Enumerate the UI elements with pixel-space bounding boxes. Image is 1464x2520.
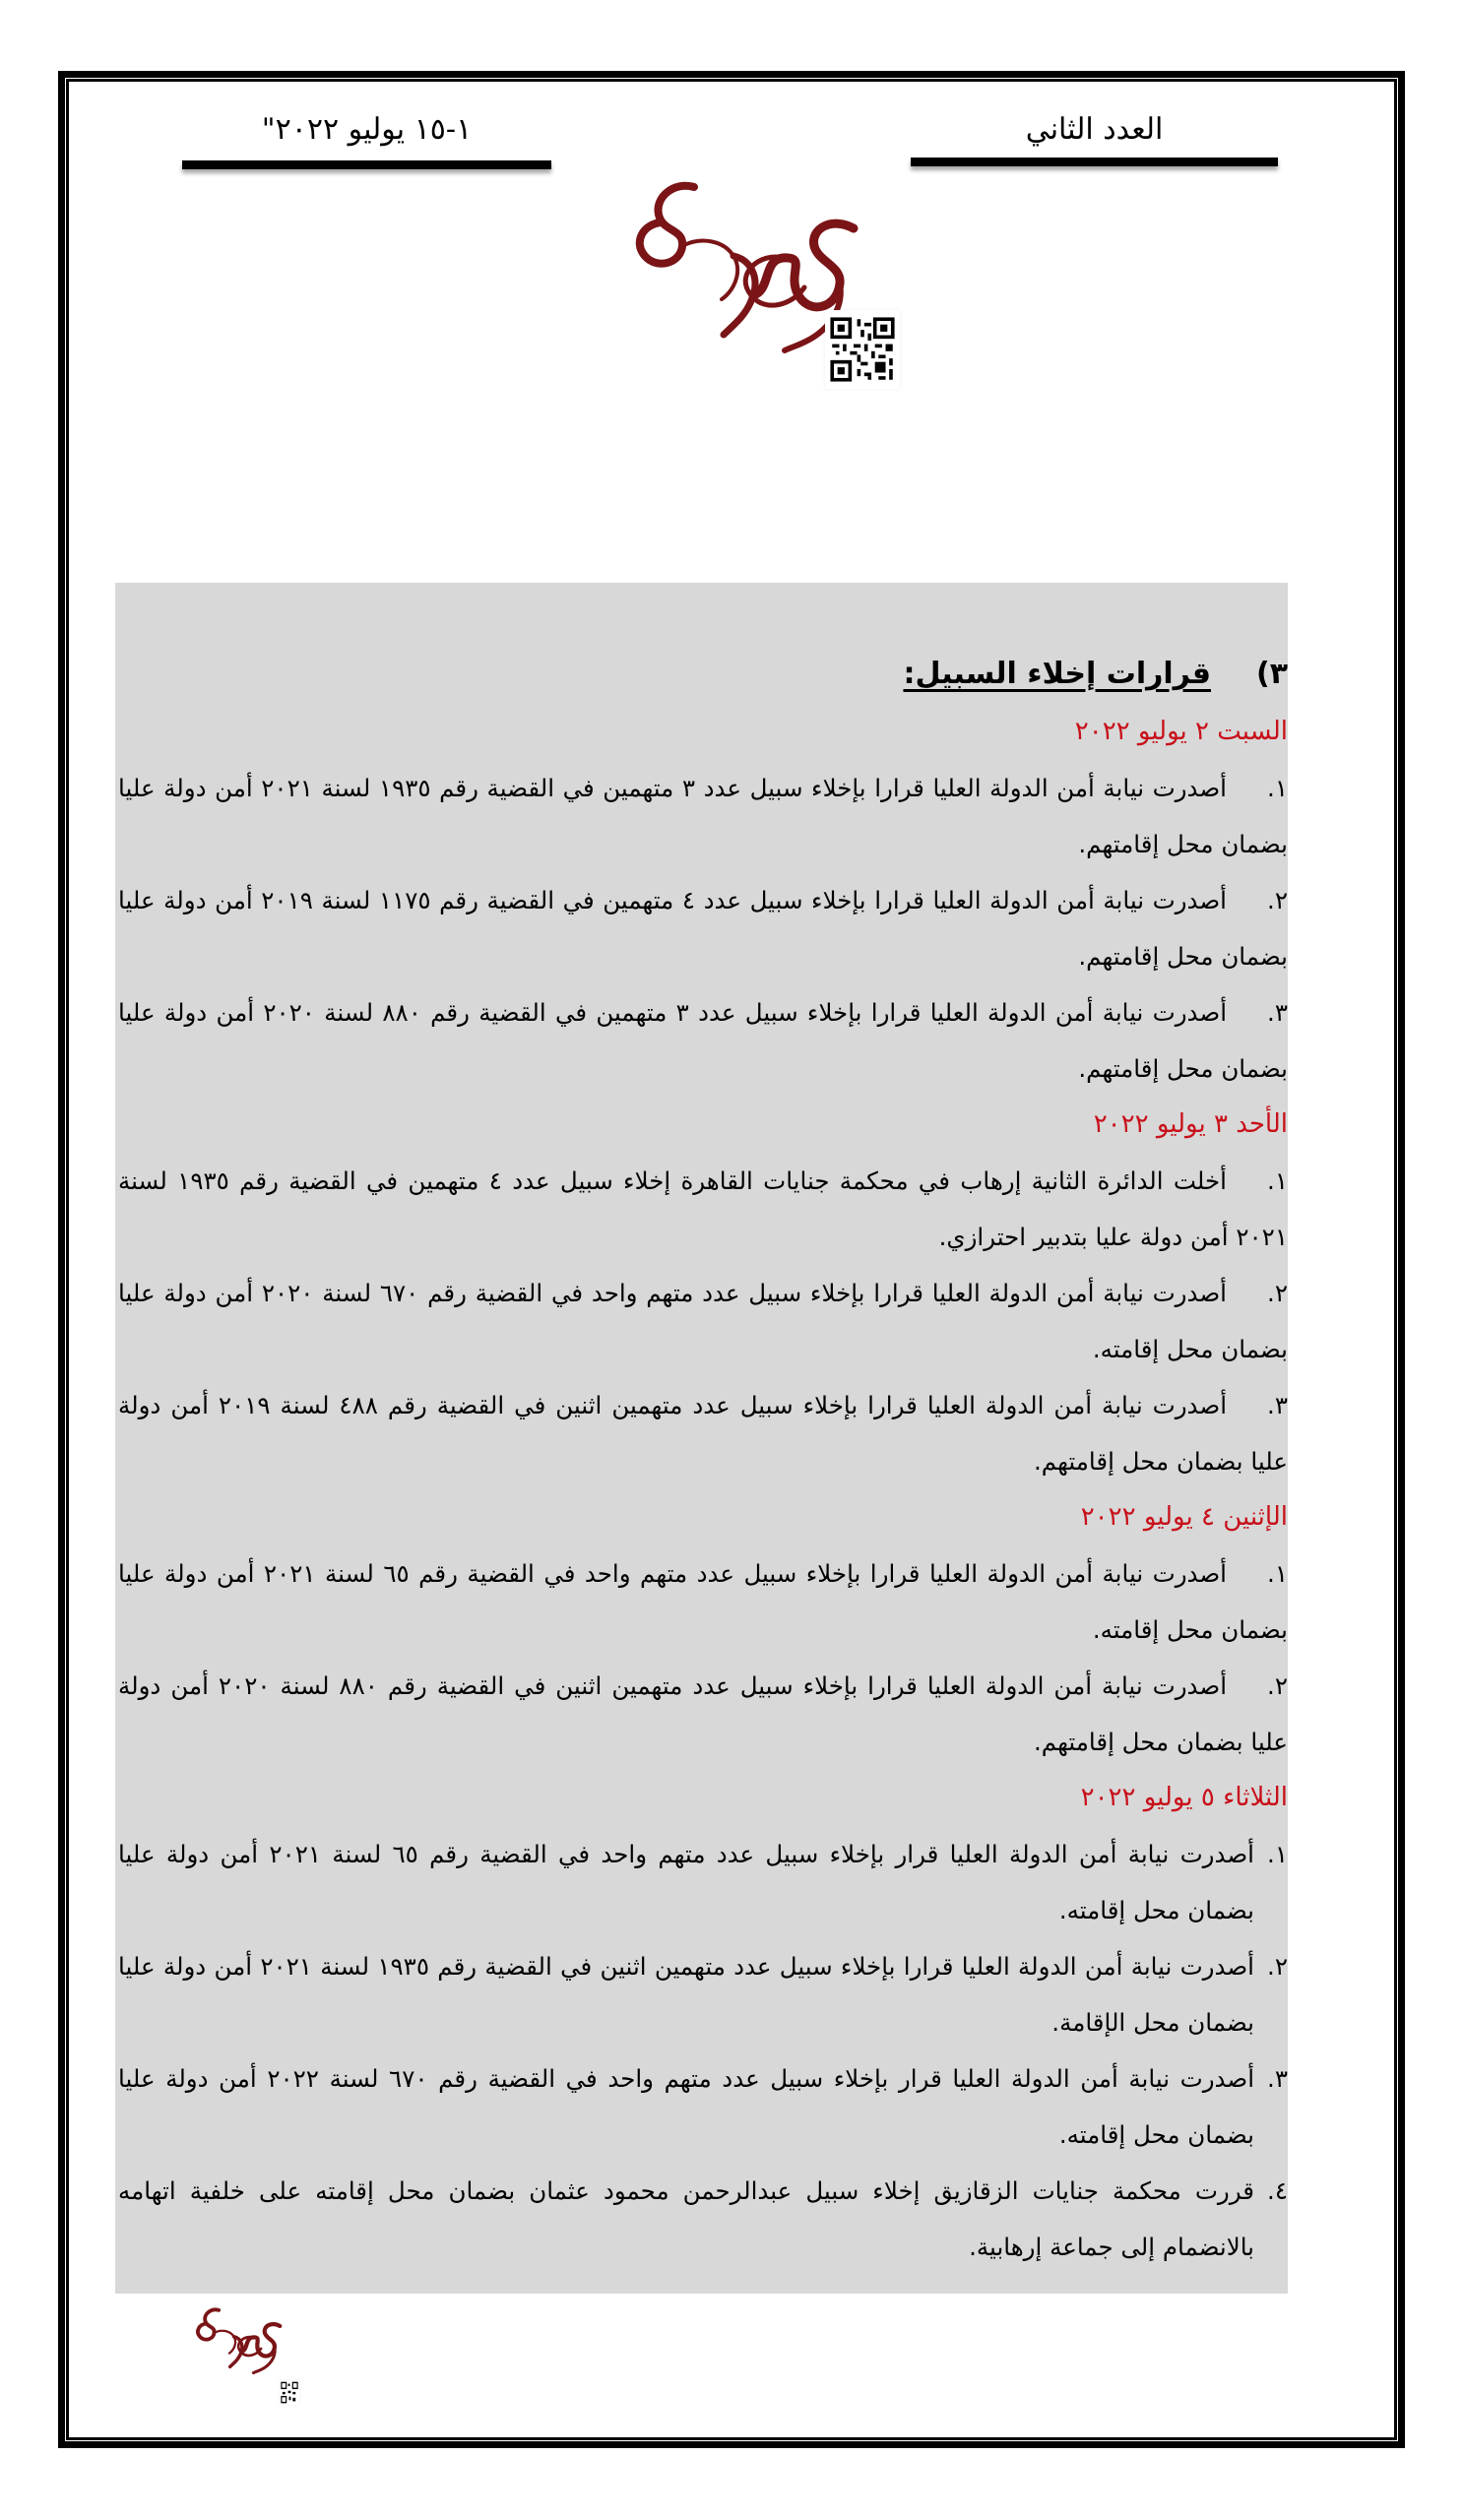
list-item: [118, 872, 1288, 984]
day-heading: السبت ٢ يوليو ٢٠٢٢: [1074, 717, 1288, 746]
section-heading: [118, 645, 1288, 704]
day-heading: الثلاثاء ٥ يوليو ٢٠٢٢: [1080, 1783, 1288, 1812]
list-item: [118, 1826, 1288, 1938]
list-item: [118, 1658, 1288, 1770]
section-title: قرارات إخلاء السبيل:: [903, 657, 1211, 691]
item-text: أصدرت نيابة أمن الدولة العليا قرارا بإخلاء سبيل عدد متهمين اثنين في القضية رقم ٤٨٨ لسنة ٢٠١٩ أمن دولة عليا بضمان محل إقامتهم.: [118, 1391, 1288, 1476]
list-item: [118, 760, 1288, 872]
item-text: أصدرت نيابة أمن الدولة العليا قرارا بإخلاء سبيل عدد ٣ متهمين في القضية رقم ١٩٣٥ لسنة ٢٠٢١ أمن دولة عليا بضمان محل إقامتهم.: [118, 774, 1288, 858]
day-heading: الإثنين ٤ يوليو ٢٠٢٢: [1080, 1502, 1288, 1532]
list-item: [118, 984, 1288, 1097]
item-text: أصدرت نيابة أمن الدولة العليا قرارا بإخلاء سبيل عدد متهم واحد في القضية رقم ٦٧٠ لسنة ٢٠٢٠ أمن دولة عليا بضمان محل إقامته.: [118, 1279, 1288, 1363]
item-number: ٢.: [1267, 1279, 1288, 1307]
item-text: أصدرت نيابة أمن الدولة العليا قرارا بإخلاء سبيل عدد متهم واحد في القضية رقم ٦٥ لسنة ٢٠٢١ أمن دولة عليا بضمان محل إقامته.: [118, 1559, 1288, 1644]
item-number: ٣.: [1267, 2064, 1288, 2093]
item-number: ٤.: [1267, 2176, 1288, 2205]
item-number: ٢.: [1267, 886, 1288, 914]
item-text: أصدرت نيابة أمن الدولة العليا قرار بإخلاء سبيل عدد متهم واحد في القضية رقم ٦٥ لسنة ٢٠٢١ أمن دولة عليا بضمان محل إقامته.: [118, 1840, 1254, 1924]
list-item: [118, 1153, 1288, 1265]
issue-underline: [911, 158, 1278, 166]
issue-label: العدد الثاني: [1025, 112, 1164, 147]
item-text: أصدرت نيابة أمن الدولة العليا قرار بإخلاء سبيل عدد متهم واحد في القضية رقم ٦٧٠ لسنة ٢٠٢٢ أمن دولة عليا بضمان محل إقامته.: [118, 2064, 1255, 2149]
list-item: [118, 2163, 1288, 2275]
list-item: [118, 1545, 1288, 1658]
item-number: ٢.: [1267, 1952, 1288, 1981]
item-number: ٢.: [1267, 1671, 1289, 1700]
article-content: [118, 645, 1288, 2275]
item-number: ١.: [1267, 1166, 1288, 1195]
item-text: قررت محكمة جنايات الزقازيق إخلاء سبيل عبدالرحمن محمود عثمان بضمان محل إقامته على خلفية اتهامه بالانضمام إلى جماعة إرهابية.: [118, 2176, 1254, 2261]
item-number: ١.: [1267, 1559, 1288, 1588]
footer-qr-code: [280, 2380, 299, 2405]
list-item: [118, 1377, 1288, 1489]
footer-brand-logo: [177, 2299, 290, 2382]
item-text: أصدرت نيابة أمن الدولة العليا قرارا بإخلاء سبيل عدد ٤ متهمين في القضية رقم ١١٧٥ لسنة ٢٠١٩ أمن دولة عليا بضمان محل إقامتهم.: [118, 886, 1288, 971]
day-heading: الأحد ٣ يوليو ٢٠٢٢: [1093, 1109, 1288, 1139]
footer-qr-code-pattern: [280, 2380, 299, 2405]
item-number: ١.: [1267, 1840, 1288, 1868]
item-text: أخلت الدائرة الثانية إرهاب في محكمة جنايات القاهرة إخلاء سبيل عدد ٤ متهمين في القضية رقم ١٩٣٥ لسنة ٢٠٢١ أمن دولة عليا بتدبير احترازي.: [118, 1166, 1288, 1251]
item-text: أصدرت نيابة أمن الدولة العليا قرارا بإخلاء سبيل عدد ٣ متهمين في القضية رقم ٨٨٠ لسنة ٢٠٢٠ أمن دولة عليا بضمان محل إقامتهم.: [118, 998, 1288, 1083]
qr-code: [825, 310, 900, 389]
qr-code-pattern: [825, 310, 900, 389]
item-number: ١.: [1267, 774, 1288, 802]
list-item: [118, 1938, 1288, 2050]
section-number: ٣): [1255, 657, 1288, 691]
item-text: أصدرت نيابة أمن الدولة العليا قرارا بإخلاء سبيل عدد متهمين اثنين في القضية رقم ٨٨٠ لسنة ٢٠٢٠ أمن دولة عليا بضمان محل إقامتهم.: [118, 1671, 1288, 1756]
list-item: [118, 2050, 1288, 2163]
item-number: ٣.: [1267, 1391, 1289, 1419]
item-number: ٣.: [1267, 998, 1288, 1027]
date-range-underline: [182, 160, 551, 169]
item-text: أصدرت نيابة أمن الدولة العليا قرارا بإخلاء سبيل عدد متهمين اثنين في القضية رقم ١٩٣٥ لسنة ٢٠٢١ أمن دولة عليا بضمان محل الإقامة.: [118, 1952, 1254, 2037]
date-range-label: ١-١٥ يوليو ٢٠٢٢": [261, 112, 473, 147]
list-item: [118, 1265, 1288, 1377]
